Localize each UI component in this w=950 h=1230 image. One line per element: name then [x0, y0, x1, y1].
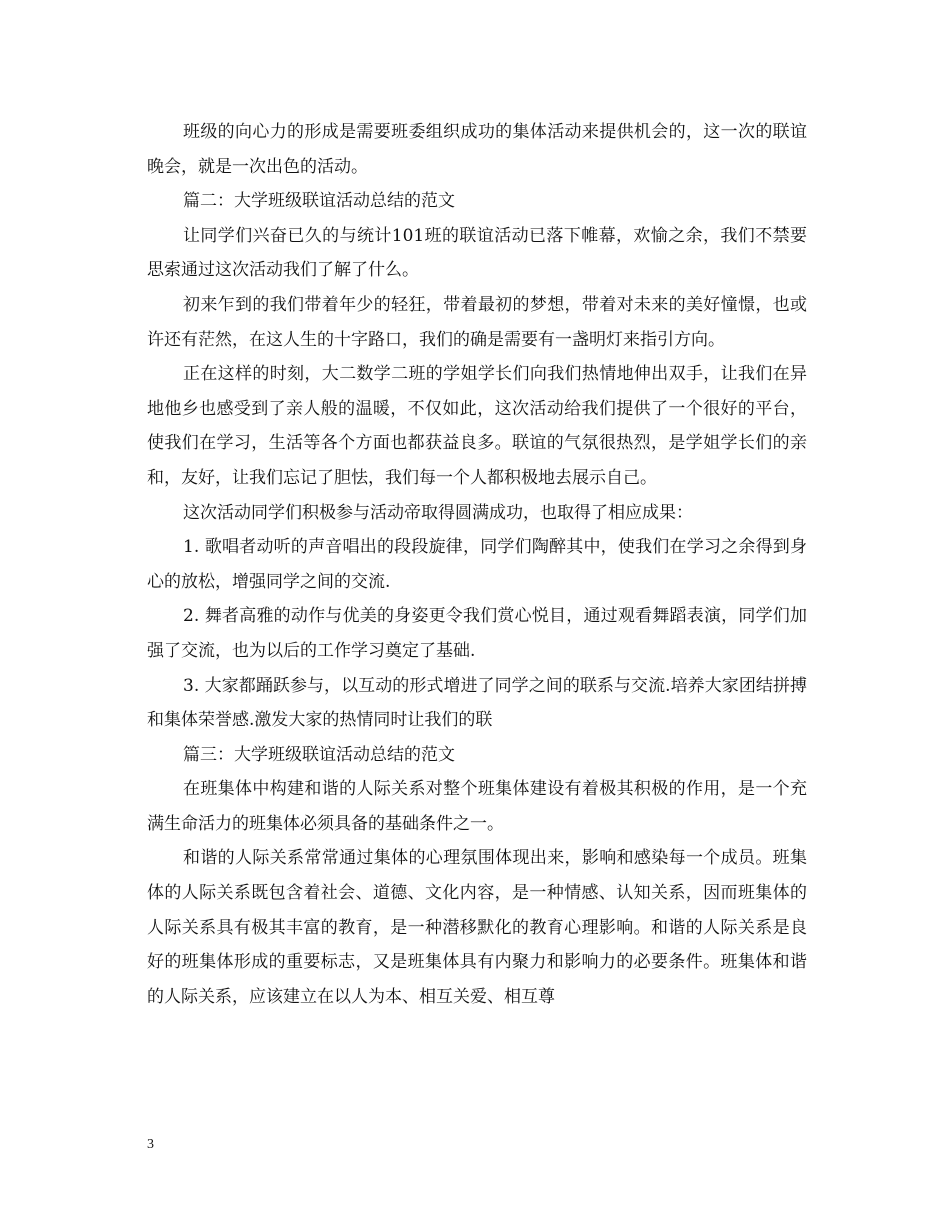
section-heading-part-two: 篇二：大学班级联谊活动总结的范文 [183, 191, 455, 212]
list-item-singing: 1. 歌唱者动听的声音唱出的段段旋律，同学们陶醉其中，使我们在学习之余得到身心的放松，增强同学之间的交流. [147, 537, 807, 592]
list-item-dancing: 2. 舞者高雅的动作与优美的身姿更令我们赏心悦目，通过观看舞蹈表演，同学们加强了交流，也为以后的工作学习奠定了基础. [147, 606, 807, 661]
paragraph-seniors: 正在这样的时刻，大二数学二班的学姐学长们向我们热情地伸出双手，让我们在异地他乡也感受到了亲人般的温暖，不仅如此，这次活动给我们提供了一个很好的平台，使我们在学习，生活等各个方面也都获益良多。联谊的气氛很热烈，是学姐学长们的亲和，友好，让我们忘记了胆怯，我们每一个人都积极地去展示自己。 [147, 364, 807, 488]
paragraph-results-intro: 这次活动同学们积极参与活动帝取得圆满成功，也取得了相应成果： [183, 502, 693, 523]
document-body [147, 115, 807, 1014]
paragraph-cohesion: 班级的向心力的形成是需要班委组织成功的集体活动来提供机会的，这一次的联谊晚会，就是一次出色的活动。 [147, 122, 807, 177]
list-item-participation: 3. 大家都踊跃参与，以互动的形式增进了同学之间的联系与交流.培养大家团结拼搏和集体荣誉感.激发大家的热情同时让我们的联 [147, 675, 807, 731]
section-heading-part-three: 篇三：大学班级联谊活动总结的范文 [183, 744, 455, 765]
paragraph-activity-ended: 让同学们兴奋已久的与统计101班的联谊活动已落下帷幕，欢愉之余，我们不禁要思索通过这次活动我们了解了什么。 [147, 225, 807, 281]
page-number: 3 [147, 1137, 154, 1152]
paragraph-newcomers: 初来乍到的我们带着年少的轻狂，带着最初的梦想，带着对未来的美好憧憬，也或许还有茫然，在这人生的十字路口，我们的确是需要有一盏明灯来指引方向。 [147, 294, 807, 350]
paragraph-relationships: 和谐的人际关系常常通过集体的心理氛围体现出来，影响和感染每一个成员。班集体的人际关系既包含着社会、道德、文化内容，是一种情感、认知关系，因而班集体的人际关系具有极其丰富的教育，是一种潜移默化的教育心理影响。和谐的人际关系是良好的班集体形成的重要标志，又是班集体具有内聚力和影响力的必要条件。班集体和谐的人际关系，应该建立在以人为本、相互关爱、相互尊 [147, 848, 807, 1007]
paragraph-harmony: 在班集体中构建和谐的人际关系对整个班集体建设有着极其积极的作用，是一个充满生命活力的班集体必须具备的基础条件之一。 [147, 779, 807, 834]
